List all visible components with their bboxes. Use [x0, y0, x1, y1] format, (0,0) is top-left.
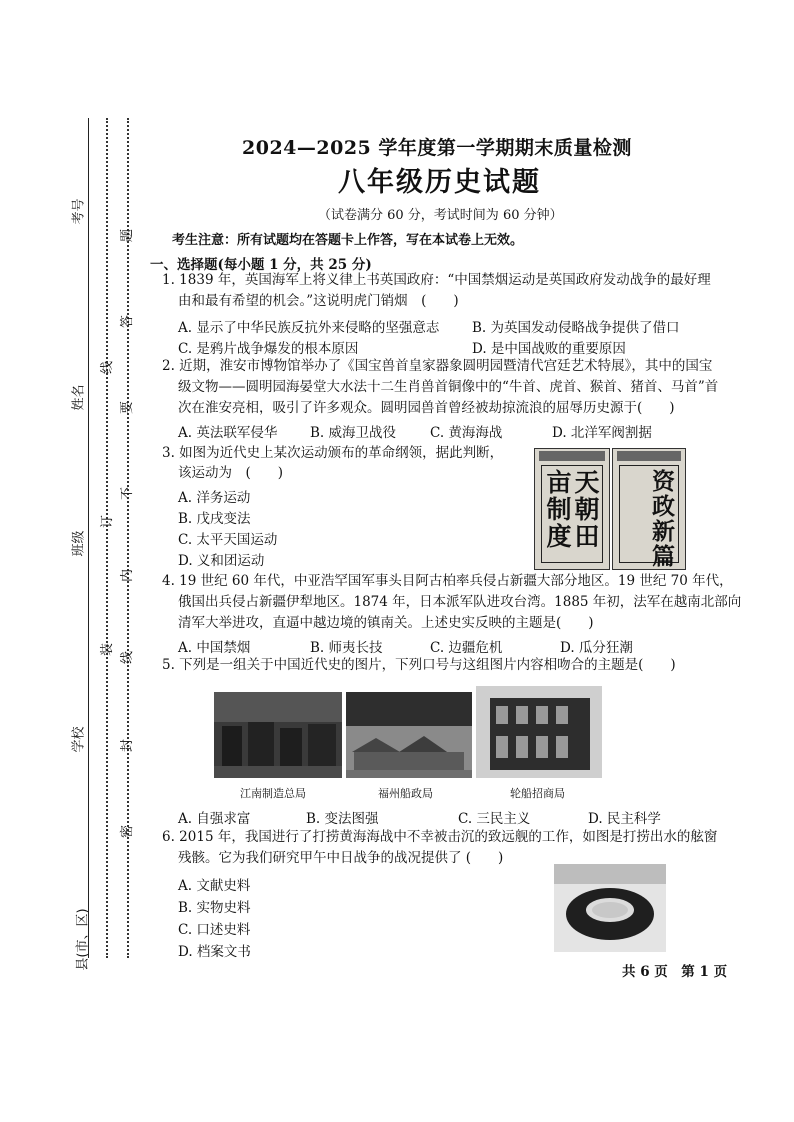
poster-title: 天朝田亩制度: [543, 469, 600, 550]
question-text: 次在淮安亮相，吸引了许多观众。圆明园兽首曾经被劫掠流浪的屈辱历史源于( ): [178, 400, 675, 416]
option-b: B. 实物史料: [178, 900, 251, 916]
document-image-zizheng: [612, 448, 686, 570]
option-c: C. 是鸦片战争爆发的根本原因: [178, 341, 359, 357]
page-number: 共 6 页 第 1 页: [622, 964, 728, 980]
option-d: D. 瓜分狂潮: [560, 640, 633, 656]
option-d: D. 档案文书: [178, 944, 251, 960]
question-text: 6. 2015 年，我国进行了打捞黄海海战中不幸被击沉的致远舰的工作，如图是打捞出水的舷窗: [162, 829, 718, 845]
seal-char: 答: [120, 314, 136, 329]
question-text: 5. 下列是一组关于中国近代史的图片，下列口号与这组图片内容相吻合的主题是( ): [162, 657, 676, 673]
question-text: 4. 19 世纪 60 年代，中亚浩罕国军事头目阿古柏率兵侵占新疆大部分地区。19 世纪 70 年代，: [162, 573, 733, 589]
seal-char: 要: [120, 400, 136, 415]
seal-char: 封: [120, 738, 136, 753]
photo-porthole-relic: [554, 864, 666, 952]
exam-info: （试卷满分 60 分，考试时间为 60 分钟）: [318, 208, 563, 223]
option-d: D. 义和团运动: [178, 553, 265, 569]
question-text: 残骸。它为我们研究甲午中日战争的战况提供了 ( ): [178, 850, 504, 866]
option-c: C. 黄海海战: [430, 425, 503, 441]
section-title: 一、选择题(每小题 1 分，共 25 分): [150, 257, 372, 273]
document-image-tianchao: [534, 448, 610, 570]
seal-char: 装: [100, 642, 116, 657]
photo-fuzhou-shipyard: [346, 692, 472, 778]
option-d: D. 北洋军阀割据: [552, 425, 652, 441]
option-a: A. 文献史料: [178, 878, 251, 894]
poster-title: 资政新篇: [648, 469, 675, 569]
seal-char: 订: [100, 514, 116, 529]
exam-title: 2024—2025 学年度第一学期期末质量检测: [242, 137, 632, 159]
subject-title: 八年级历史试题: [338, 167, 541, 198]
photo-china-merchants: [476, 686, 602, 778]
dotted-seal-line: [106, 118, 108, 958]
option-b: B. 为英国发动侵略战争提供了借口: [472, 320, 680, 336]
option-a: A. 英法联军侵华: [178, 425, 278, 441]
binding-label-school: 学校: [71, 726, 87, 753]
option-a: A. 显示了中华民族反抗外来侵略的坚强意志: [178, 320, 440, 336]
photo-caption: 江南制造总局: [240, 787, 306, 800]
option-c: C. 三民主义: [458, 811, 531, 827]
seal-char: 密: [120, 824, 136, 839]
option-a: A. 自强求富: [178, 811, 251, 827]
photo-caption: 轮船招商局: [510, 787, 565, 800]
binding-label-exam-number: 考号: [71, 198, 87, 225]
option-a: A. 中国禁烟: [178, 640, 251, 656]
option-c: C. 口述史料: [178, 922, 251, 938]
question-text: 该运动为 ( ): [178, 465, 284, 481]
photo-caption: 福州船政局: [378, 787, 433, 800]
binding-label-name: 姓名: [71, 384, 87, 411]
question-text: 1. 1839 年，英国海军上将义律上书英国政府：“中国禁烟运动是英国政府发动战争的最好理: [162, 272, 711, 288]
binding-label-county: 县(市、区): [75, 908, 91, 971]
binding-label-class: 班级: [71, 530, 87, 557]
question-text: 清军大举进攻，直逼中越边境的镇南关。上述史实反映的主题是( ): [178, 615, 594, 631]
binding-line: [88, 118, 89, 958]
seal-char: 线: [120, 650, 136, 665]
question-text: 3. 如图为近代史上某次运动颁布的革命纲领，据此判断，: [162, 445, 504, 461]
seal-char: 不: [120, 486, 136, 501]
photo-jiangnan-arsenal: [214, 692, 342, 778]
seal-char: 题: [120, 228, 136, 243]
option-d: D. 民主科学: [588, 811, 661, 827]
exam-notice: 考生注意：所有试题均在答题卡上作答，写在本试卷上无效。: [172, 233, 524, 248]
option-c: C. 太平天国运动: [178, 532, 278, 548]
option-b: B. 威海卫战役: [310, 425, 397, 441]
option-b: B. 变法图强: [306, 811, 379, 827]
option-b: B. 戊戌变法: [178, 511, 251, 527]
option-b: B. 师夷长技: [310, 640, 383, 656]
seal-char: 内: [120, 568, 136, 583]
option-c: C. 边疆危机: [430, 640, 503, 656]
question-text: 俄国出兵侵占新疆伊犁地区。1874 年，日本派军队进攻台湾。1885 年初，法军在越南北部向: [178, 594, 742, 610]
question-text: 由和最有希望的机会。”这说明虎门销烟 ( ): [178, 293, 459, 309]
question-text: 级文物——圆明园海晏堂大水法十二生肖兽首铜像中的“牛首、虎首、猴首、猪首、马首”首: [178, 379, 719, 395]
question-text: 2. 近期，淮安市博物馆举办了《国宝兽首皇家器象圆明园暨清代宫廷艺术特展》，其中的国宝: [162, 358, 713, 374]
option-a: A. 洋务运动: [178, 490, 251, 506]
seal-char: 线: [100, 360, 116, 375]
option-d: D. 是中国战败的重要原因: [472, 341, 626, 357]
